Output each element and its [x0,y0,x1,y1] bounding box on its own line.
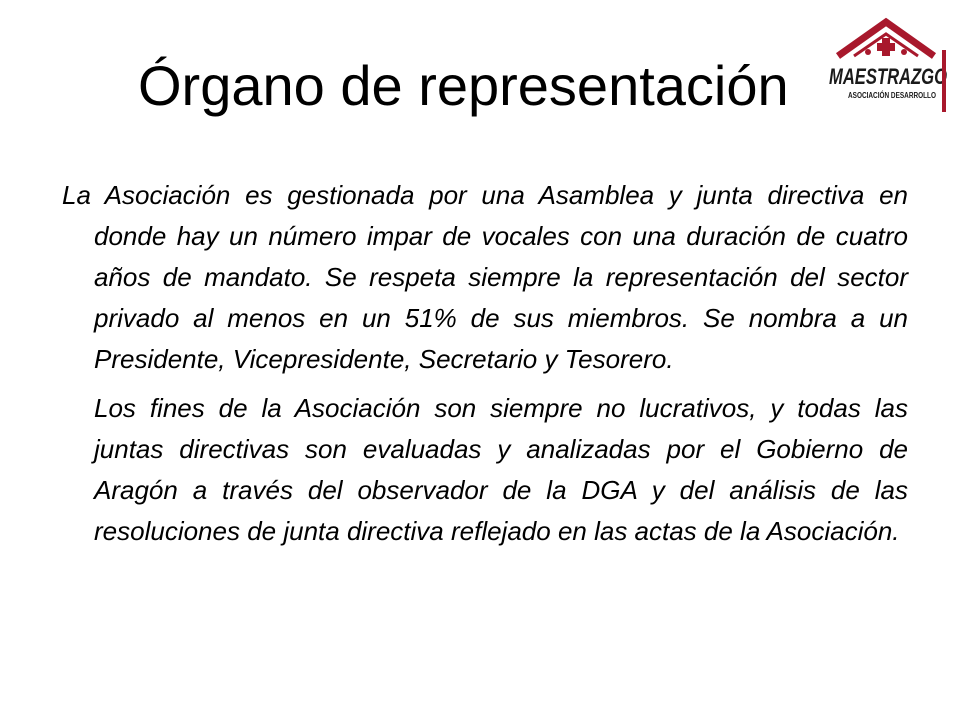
svg-text:MAESTRAZGO: MAESTRAZGO [829,64,947,89]
svg-text:ASOCIACIÓN DESARROLLO: ASOCIACIÓN DESARROLLO [848,91,936,100]
maestrazgo-logo [826,14,956,122]
body-paragraph-2: Los fines de la Asociación son siempre no lucrativos, y todas las juntas directivas son evaluadas y analizadas por el Gobierno de Aragón a través del observador de la DGA y del análisis de las resoluciones de junta directiva reflejado en las actas de la Asociación. [94,393,908,546]
body-paragraph-1: La Asociación es gestionada por una Asamblea y junta directiva en donde hay un número impar de vocales con una duración de cuatro años de mandato. Se respeta siempre la representación del sector privado al menos en un 51% de sus miembros. Se nombra a un Presidente, Vicepresidente, Secretario y Tesorero. [62,180,908,374]
slide-title: Órgano de representación [138,54,789,117]
slide-body [62,175,908,552]
maestrazgo-logo-graphic [826,14,956,122]
